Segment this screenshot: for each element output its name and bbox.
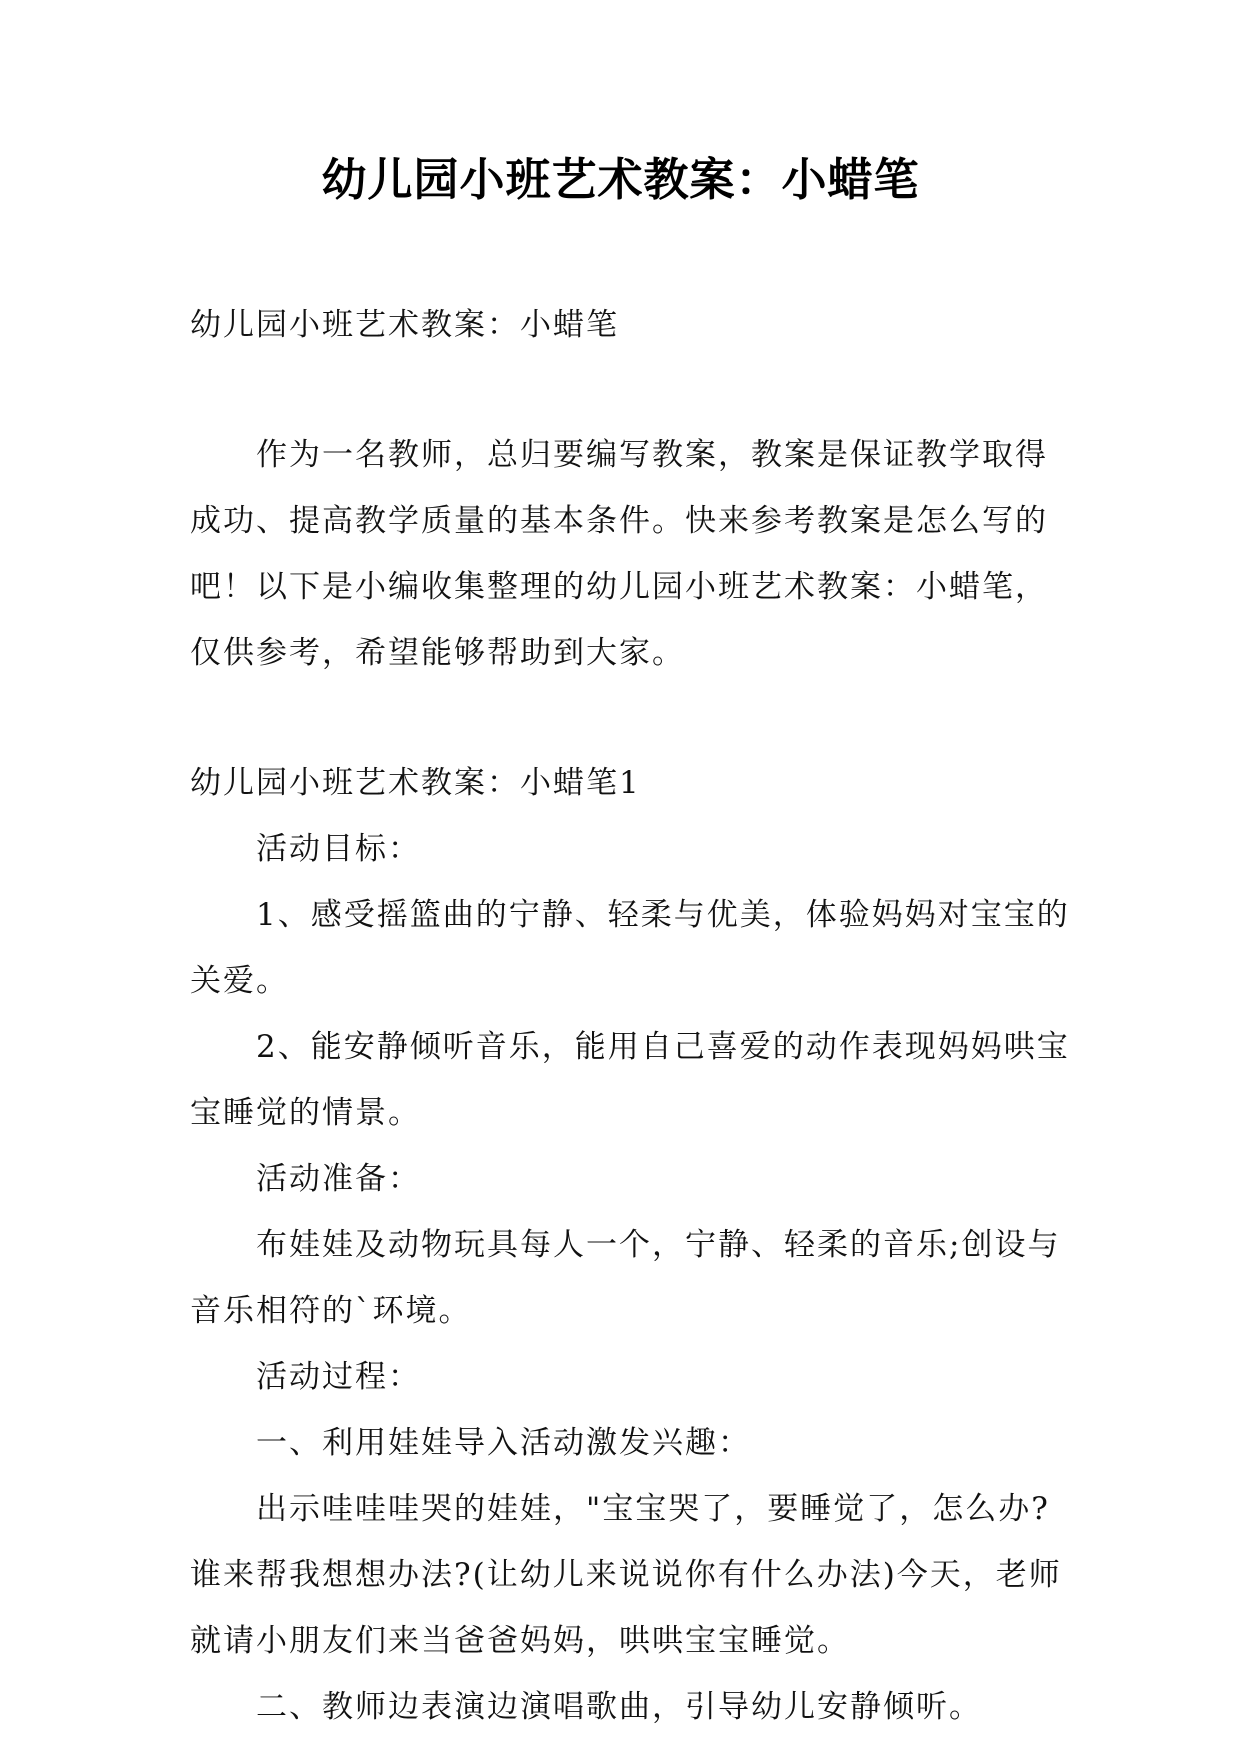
paragraph-goal-1: 1、感受摇篮曲的宁静、轻柔与优美，体验妈妈对宝宝的关爱。 (190, 897, 1070, 999)
document-title: 幼儿园小班艺术教案：小蜡笔 (321, 153, 920, 206)
intro-paragraph: 作为一名教师，总归要编写教案，教案是保证教学取得成功、提高教学质量的基本条件。快来参考教案是怎么写的吧！以下是小编收集整理的幼儿园小班艺术教案：小蜡笔，仅供参考，希望能够帮助到大家。 (190, 437, 1048, 671)
paragraph-prep: 布娃娃及动物玩具每人一个，宁静、轻柔的音乐;创设与音乐相符的`环境。 (190, 1227, 1061, 1329)
paragraph-step-1-detail: 出示哇哇哇哭的娃娃，"宝宝哭了，要睡觉了，怎么办?谁来帮我想想办法?(让幼儿来说说你有什么办法)今天，老师就请小朋友们来当爸爸妈妈，哄哄宝宝睡觉。 (190, 1491, 1062, 1659)
subtitle-line: 幼儿园小班艺术教案：小蜡笔 (190, 307, 619, 343)
paragraph-step-1: 一、利用娃娃导入活动激发兴趣： (256, 1425, 751, 1461)
paragraph-process-heading: 活动过程： (256, 1359, 421, 1395)
paragraph-goals-heading: 活动目标： (256, 831, 421, 867)
paragraph-goal-2: 2、能安静倾听音乐，能用自己喜爱的动作表现妈妈哄宝宝睡觉的情景。 (190, 1029, 1070, 1131)
paragraph-prep-heading: 活动准备： (256, 1161, 421, 1197)
document-body (190, 292, 1070, 1740)
paragraph-step-2: 二、教师边表演边演唱歌曲，引导幼儿安静倾听。 (256, 1689, 982, 1725)
section-heading: 幼儿园小班艺术教案：小蜡笔1 (190, 765, 641, 801)
